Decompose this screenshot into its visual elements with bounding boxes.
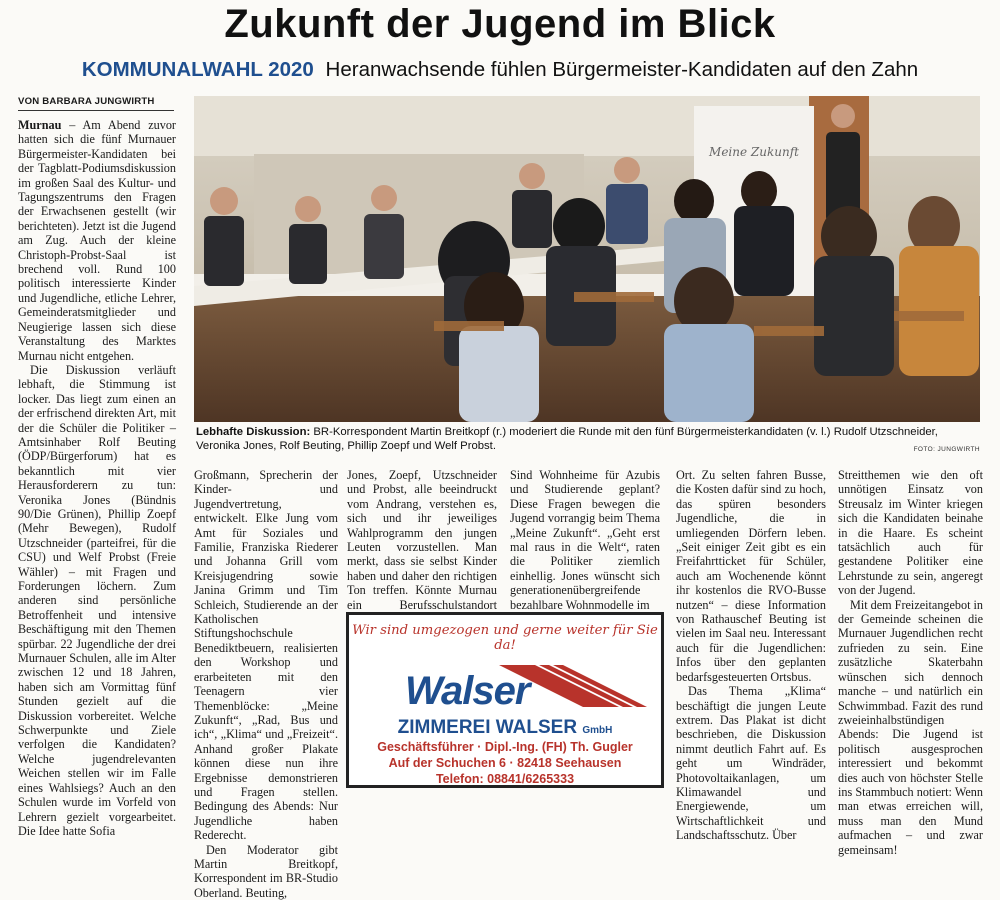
- ad-brand: Walser: [405, 669, 530, 713]
- ad-address: Auf der Schuchen 6 · 82418 Seehausen: [388, 756, 622, 770]
- flipchart-label: Meine Zukunft: [709, 145, 799, 159]
- photo-caption: [196, 425, 980, 453]
- ad-company-suffix: GmbH: [582, 725, 613, 736]
- paragraph: Jones, Zoepf, Utzschneider und Probst, alle beeindruckt vom Andrang, verstehen es, sich und ihr jeweiliges Wahlprogramm den jungen Leuten vorzustellen. Man merkt, dass sie selbst Kinder haben und daher den richtigen Ton treffen. Könnte Murnau ein Berufsschulstandort: [347, 468, 497, 612]
- ad-slogan: Wir sind umgezogen und gerne weiter für Sie da!: [352, 623, 658, 653]
- article-column-3: [347, 468, 497, 626]
- paragraph: Mit dem Freizeitangebot in der Gemeinde scheinen die Murnauer Jugendlichen recht zufrieden zu sein. Eine zusätzliche Skaterbahn wünschen sich dennoch manche – und natürlich ein Schwimmbad. Fazit des rund zweieinhalbstündigen Abends: Die Jugend ist politisch ausgesprochen interessiert und bekommt dies auch von höchster Stelle ins Stammbuch notiert: Wenn man etwas erreichen will, muss man den Mund aufmachen – und zwar gemeinsam!: [838, 597, 984, 857]
- ad-logo: [349, 657, 661, 719]
- caption-lead: Lebhafte Diskussion:: [196, 426, 311, 438]
- subheadline-text: Heranwachsende fühlen Bürgermeister-Kandidaten auf den Zahn: [325, 58, 919, 81]
- section-kicker: KOMMUNALWAHL 2020: [81, 58, 314, 81]
- ad-manager: Geschäftsführer · Dipl.-Ing. (FH) Th. Gugler: [377, 740, 633, 754]
- paragraph: Das Thema „Klima“ beschäftigt die jungen Leute extrem. Das Plakat ist dicht beschrieben, die Diskussion nimmt deutlich Fahrt auf. Es geht um Windräder, Photovoltaikanlagen, um Klimawandel und Energiewende, um Wirtschaftlichkeit und Landschaftsschutz. Über: [676, 684, 826, 843]
- byline: VON BARBARA JUNGWIRTH: [18, 96, 174, 111]
- article-column-5: [676, 468, 826, 843]
- article-column-6: [838, 468, 983, 857]
- article-column-4: [510, 468, 660, 612]
- dateline: Murnau: [18, 118, 62, 132]
- paragraph: Murnau – Am Abend zuvor hatten sich die fünf Murnauer Bürgermeister-Kandidaten bei der Tagblatt-Podiumsdiskussion im großen Saal des Kultur- und Tagungszentrums den Fragen der Erwachsenen gestellt (wir berichteten). Jetzt ist die Jugend am Zug. Auch der kleine Christoph-Probst-Saal ist brechend voll. Rund 100 politisch interessierte Kinder und Jugendliche, etliche Lehrer, Gemeinderatsmitglieder und Neugierige lassen sich diese Veranstaltung des Marktes Murnau nicht entgehen.: [18, 118, 176, 363]
- paragraph: Streitthemen wie den oft unnötigen Einsatz von Streusalz im Winter kriegen sich die Kandidaten beinahe in die Haare. Es scheint tatsächlich auch für gestandene Politiker eine Lehrstunde zu sein, angeregt von der Jugend.: [838, 468, 983, 598]
- article-column-1: [18, 118, 176, 838]
- panel-discussion-photo: [194, 96, 980, 422]
- advertisement: [346, 612, 664, 788]
- paragraph: Sind Wohnheime für Azubis und Studierende geplant? Diese Fragen bewegen die Jugend vorrangig beim Thema „Meine Zukunft“. „Geht erst mal raus in die Welt“, raten die Politiker ziemlich einhellig. Jones wünscht sich generationenübergreifende bezahlbare Wohnmodelle im: [510, 468, 660, 612]
- subheadline: [0, 58, 1000, 82]
- news-photo: [194, 96, 980, 422]
- ad-phone: Telefon: 08841/6265333: [435, 772, 575, 786]
- caption-text: BR-Korrespondent Martin Breitkopf (r.) moderiert die Runde mit den fünf Bürgermeisterkandidaten (v. l.) Rudolf Utzschneider, Veronika Jones, Rolf Beuting, Phillip Zoepf und Welf Probst.: [196, 426, 938, 452]
- ad-company: ZIMMEREI WALSER GmbH: [397, 717, 613, 738]
- paragraph: Großmann, Sprecherin der Kinder- und Jugendvertretung, entwickelt. Elke Jung vom Amt für Soziales und Familie, Franziska Riederer und Johanna Grill vom Kreisjugendring sowie Janina Grimm und Tim Schleich, Studierende an der Katholischen Stiftungshochschule Benediktbeuern, realisierten den Workshop und erarbeiteten mit den Teenagern vier Themenblöcke: „Meine Zukunft“, „Rad, Bus und ich“, „Klima“ und „Freizeit“. Anhand großer Plakate können diese nun ihre Ergebnisse demonstrieren und Fragen stellen. Bedingung des Abends: Nur Jugendliche haben Rederecht.: [194, 468, 338, 843]
- article-column-2: [194, 468, 338, 900]
- headline: Zukunft der Jugend im Blick: [224, 2, 776, 46]
- photo-credit: FOTO: JUNGWIRTH: [913, 446, 980, 453]
- paragraph: Die Diskussion verläuft lebhaft, die Stimmung ist locker. Das liegt zum einen an der erfrischend direkten Art, mit der die Schüler die Politiker – Amtsinhaber Rolf Beuting (ÖDP/Bürgerforum) hat es bekanntlich mit vier Herausforderern zu tun: Veronika Jones (Bündnis 90/Die Grünen), Phillip Zoepf (Mehr Bewegen), Rudolf Utzschneider (parteifrei, für die CSU) und Welf Probst (Freie Wähler) – mit Fragen und Forderungen löchern. Zum anderen sind persönliche Betroffenheit und intensive Beschäftigung mit den Themen spürbar. 22 Jugendliche der drei Murnauer Schulen, alle im Alter zwischen 12 und 18 Jahren, haben sich am Vormittag fünf Stunden gezielt auf die Diskussion vorbereitet. Welche Schwerpunkte und Ziele verfolgen die Kandidaten? Welche jugendrelevanten Weichen stellen wir im Falle eines Wahlsiegs? Auch an den Schulen wurde im Vorfeld von Lehrern gezielt vorgearbeitet. Die Idee hatte Sofia: [18, 362, 176, 838]
- paragraph: Den Moderator gibt Martin Breitkopf, Korrespondent im BR-Studio Oberland. Beuting,: [194, 842, 338, 900]
- paragraph: Ort. Zu selten fahren Busse, die Kosten dafür sind zu hoch, das spüren besonders Jugendliche, die in umliegenden Dörfern leben. „Seit einiger Zeit gibt es ein Freifahrtticket für Schüler, auch am Wochenende könnt ihr kostenlos die RVO-Busse nutzen“ – diese Information von Rathauschef Beuting ist vielen im Saal neu. Interessant auch für die Jugendlichen: Infos über den geplanten bedarfsgesteuerten Ortsbus.: [676, 468, 826, 684]
